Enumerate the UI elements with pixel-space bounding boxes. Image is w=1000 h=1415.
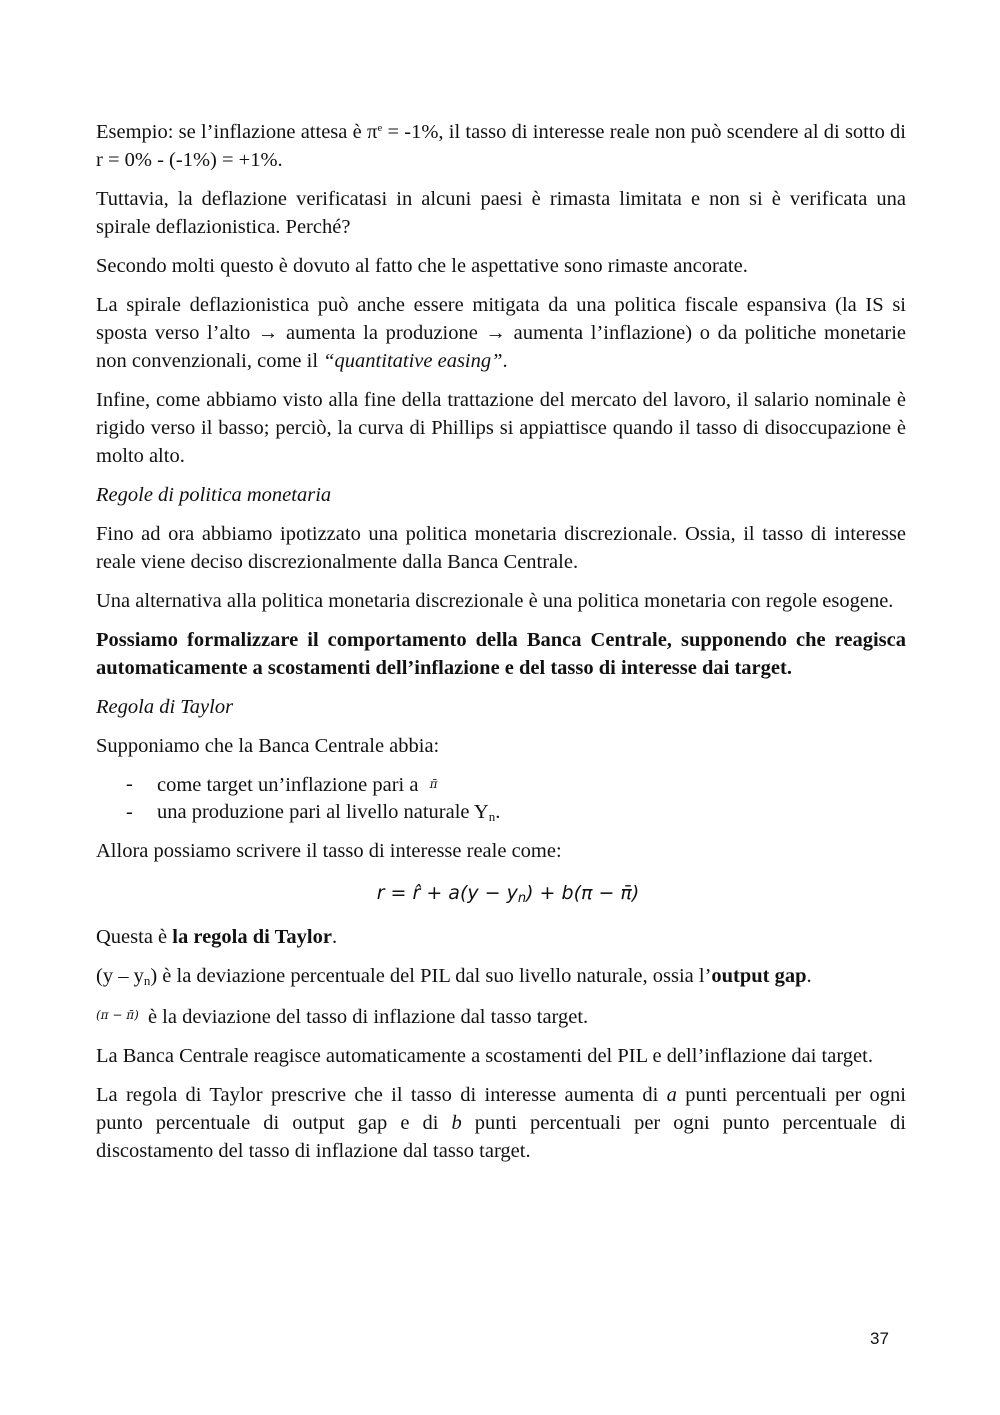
paragraph-taylor-name: Questa è la regola di Taylor. (96, 926, 338, 948)
paragraph-formalize: Possiamo formalizzare il comportamento della Banca Centrale, supponendo che reagisca automaticamente a scostamenti dell’inflazione e del tasso di interesse dai target. (96, 629, 906, 679)
paragraph-expectations: Secondo molti questo è dovuto al fatto che le aspettative sono rimaste ancorate. (96, 255, 748, 277)
paragraph-taylor-prescribes: La regola di Taylor prescrive che il tasso di interesse aumenta di a punti percentuali per ogni punto percentuale di output gap e di b punti percentuali per ogni punto percentuale di discostamento del tasso di inflazione dal tasso target. (96, 1084, 907, 1162)
paragraph-write-rate: Allora possiamo scrivere il tasso di interesse reale come: (96, 840, 562, 862)
paragraph-deflation: Tuttavia, la deflazione verificatasi in alcuni paesi è rimasta limitata e non si è verificata una spirale deflazionistica. Perché? (96, 188, 906, 238)
list-item: - come target un’inflazione pari a π̄ (126, 773, 438, 796)
paragraph-discretionary: Fino ad ora abbiamo ipotizzato una politica monetaria discrezionale. Ossia, il tasso di interesse reale viene deciso discrezionalmente dalla Banca Centrale. (96, 523, 906, 573)
target-list (96, 771, 906, 826)
taylor-rule-equation: r = r̂ + $a(y - y_n) + b(\pi$ − π̄) (376, 882, 640, 906)
page-number: 37 (870, 1329, 889, 1348)
section-heading-taylor-rule: Regola di Taylor (96, 696, 234, 718)
paragraph-phillips: Infine, come abbiamo visto alla fine della trattazione del mercato del lavoro, il salario nominale è rigido verso il basso; perciò, la curva di Phillips si appiattisce quando il tasso di disoccupazione è molto alto. (96, 389, 906, 467)
section-heading-monetary-rules: Regole di politica monetaria (96, 484, 332, 506)
paragraph-inflation-deviation: (π − π̄) è la deviazione del tasso di inflazione dal tasso target. (96, 1006, 589, 1028)
list-item: - una produzione pari al livello naturale $Y_n$. (126, 801, 501, 824)
paragraph-fiscal-policy: La spirale deflazionistica può anche essere mitigata da una politica fiscale espansiva (la IS si sposta verso l’alto → aumenta la produzione → aumenta l’inflazione) o da politiche monetarie non convenzionali, come il “quantitative easing”. (96, 294, 906, 372)
page-content (96, 118, 906, 1176)
paragraph-alternative: Una alternativa alla politica monetaria discrezionale è una politica monetaria con regole esogene. (96, 590, 894, 612)
paragraph-output-gap: $(y - y_n)$ è la deviazione percentuale del PIL dal suo livello naturale, ossia l’output gap. (96, 965, 812, 988)
paragraph-central-bank-reacts: La Banca Centrale reagisce automaticamente a scostamenti del PIL e dell’inflazione dai target. (96, 1045, 873, 1067)
paragraph-suppose: Supponiamo che la Banca Centrale abbia: (96, 735, 440, 757)
paragraph-example: Esempio: se l’inflazione attesa è $\pi^e = -1\%$, il tasso di interesse reale non può scendere al di sotto di r = 0% - (-1%) = +1%. (96, 121, 906, 171)
